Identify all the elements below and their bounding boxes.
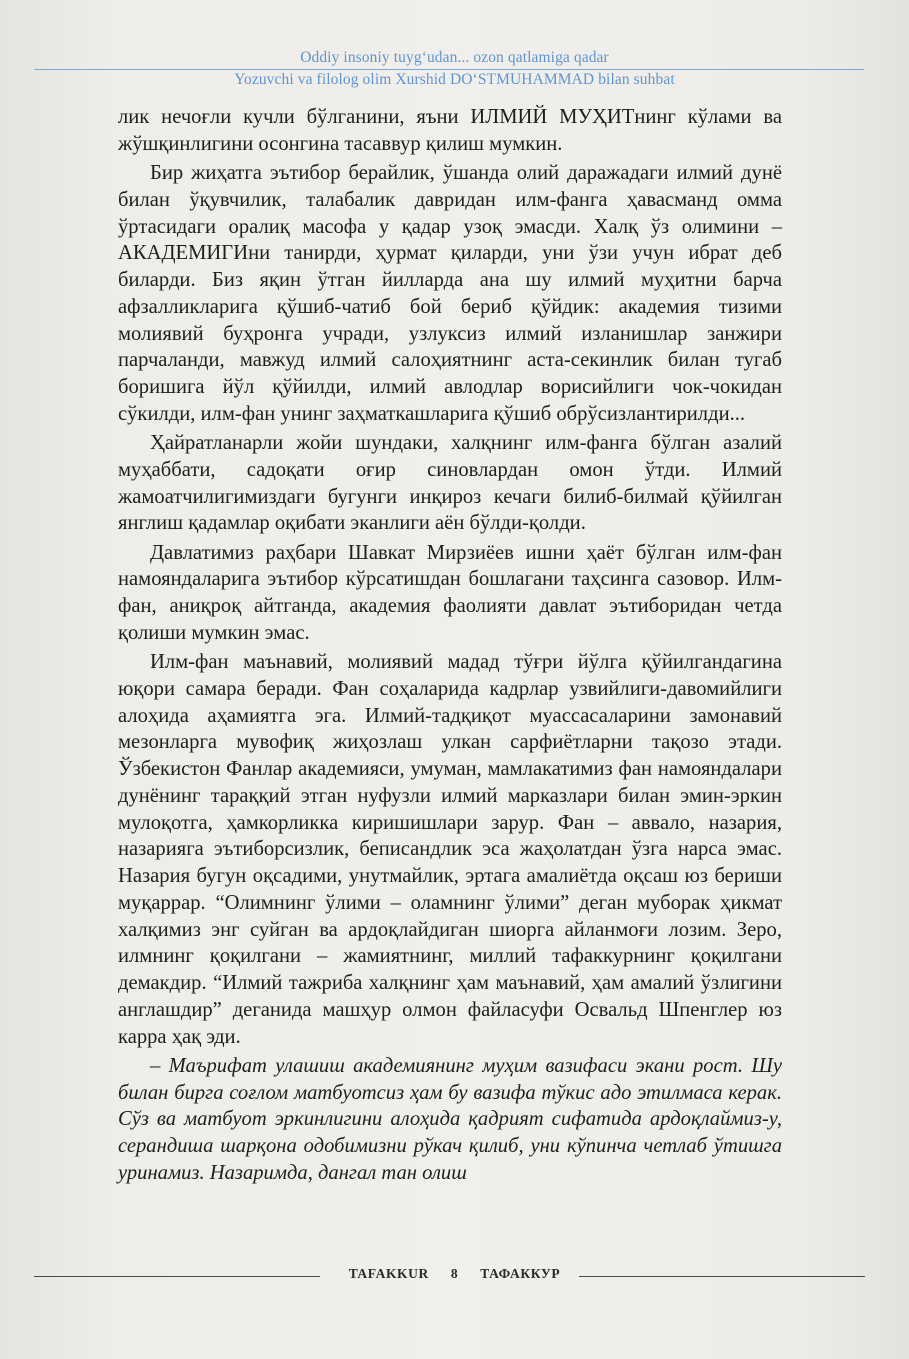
paragraph: Бир жиҳатга эътибор берайлик, ўшанда олий даражадаги илмий дунё билан ўқувчилик, талабалик давридан илм-фанга ҳавасманд омма ўртасидаги оралиқ масофа у қадар узоқ эмасди. Халқ ўз олимини – АКАДЕМИГИни танирди, ҳурмат қиларди, уни ўзи учун ибрат деб биларди. Биз яқин ўтган йилларда ана шу илмий муҳитни барча афзалликларига қўшиб-чатиб бой бериб қўйдик: академия тизими молиявий буҳронга учради, узлуксиз илмий изланишлар занжири парчаланди, мавжуд илмий салоҳиятнинг аста-секинлик билан тугаб боришига йўл қўйилди, илмий авлодлар ворисийлиги чок-чокидан сўкилди, илм-фан унинг заҳматкашларига қўшиб обрўсизлантирилди... (118, 162, 782, 425)
running-head-subtitle: Yozuvchi va filolog olim Xurshid DO‘STMUHAMMAD bilan suhbat (234, 71, 675, 88)
article-body (118, 104, 782, 1189)
footer-magazine-cyrillic: ТАФАККУР (480, 1266, 561, 1281)
page-footer (0, 1266, 909, 1282)
paragraph: Давлатимиз раҳбари Шавкат Мирзиёев ишни ҳаёт бўлган илм-фан намояндаларига эътибор кўрсатишдан бошлагани таҳсинга сазовор. Илм-фан, аниқроқ айтганда, академия фаолияти давлат эътиборидан четда қолиши мумкин эмас. (118, 541, 782, 644)
paragraph: Ҳайратланарли жойи шундаки, халқнинг илм-фанга бўлган азалий муҳаббати, садоқати оғир синовлардан омон ўтди. Илмий жамоатчилигимиздаги бугунги инқироз кечаги билиб-билмай қўйилган янглиш қадамлар оқибати эканлиги аён бўлди-қолди. (118, 432, 782, 535)
running-head-title: Oddiy insoniy tuyg‘udan... ozon qatlamiga qadar (300, 49, 609, 66)
footer-magazine-latin: TAFAKKUR (348, 1266, 429, 1281)
page-number: 8 (450, 1266, 459, 1281)
interview-question: – Маърифат улашиш академиянинг муҳим вазифаси экани рост. Шу билан бирга соғлом матбуотсиз ҳам бу вазифа тўкис адо этилмаса керак. Сўз ва матбуот эркинлигини алоҳида қадрият сифатида ардоқлаймиз-у, серандиша шарқона одобимизни рўкач қилиб, уни кўпинча четлаб ўтишга уринамиз. Назаримда, дангал тан олиш (118, 1054, 782, 1184)
paragraph-continuation: лик нечоғли кучли бўлганини, яъни ИЛМИЙ МУҲИТнинг кўлами ва жўшқинлигини осонгина тасаввур қилиш мумкин. (118, 106, 782, 155)
paragraph: Илм-фан маънавий, молиявий мадад тўғри йўлга қўйилгандагина юқори самара беради. Фан соҳаларида кадрлар узвийлиги-давомийлиги алоҳида аҳамиятга эга. Илмий-тадқиқот муассасаларини замонавий мезонларга мувофиқ жиҳозлаш улкан сарфиётларни тақозо этади. Ўзбекистон Фанлар академияси, умуман, мамлакатимиз фан намояндалари дунёнинг тараққий этган нуфузли илмий марказлари билан эмин-эркин мулоқотга, ҳамкорликка киришишлари зарур. Фан – аввало, назария, назарияга эътиборсизлик, беписандлик эса жаҳолатдан ўзга нарса эмас. Назария бугун оқсадими, унутмайлик, эртага амалиётда оқсаш юз бериши муқаррар. “Олимнинг ўлими – оламнинг ўлими” деган муборак ҳикмат халқимиз энг суйган ва ардоқлайдиган шиорга айланмоғи лозим. Зеро, илмнинг қоқилгани – жамиятнинг, миллий тафаккурнинг қоқилгани демакдир. “Илмий тажриба халқнинг ҳам маънавий, ҳам амалий ўзлигини англашдир” деганида машҳур олмон файласуфи Освальд Шпенглер юз карра ҳақ эди. (118, 651, 782, 1048)
header-rule (34, 69, 864, 70)
footer-rule-right (579, 1276, 865, 1277)
